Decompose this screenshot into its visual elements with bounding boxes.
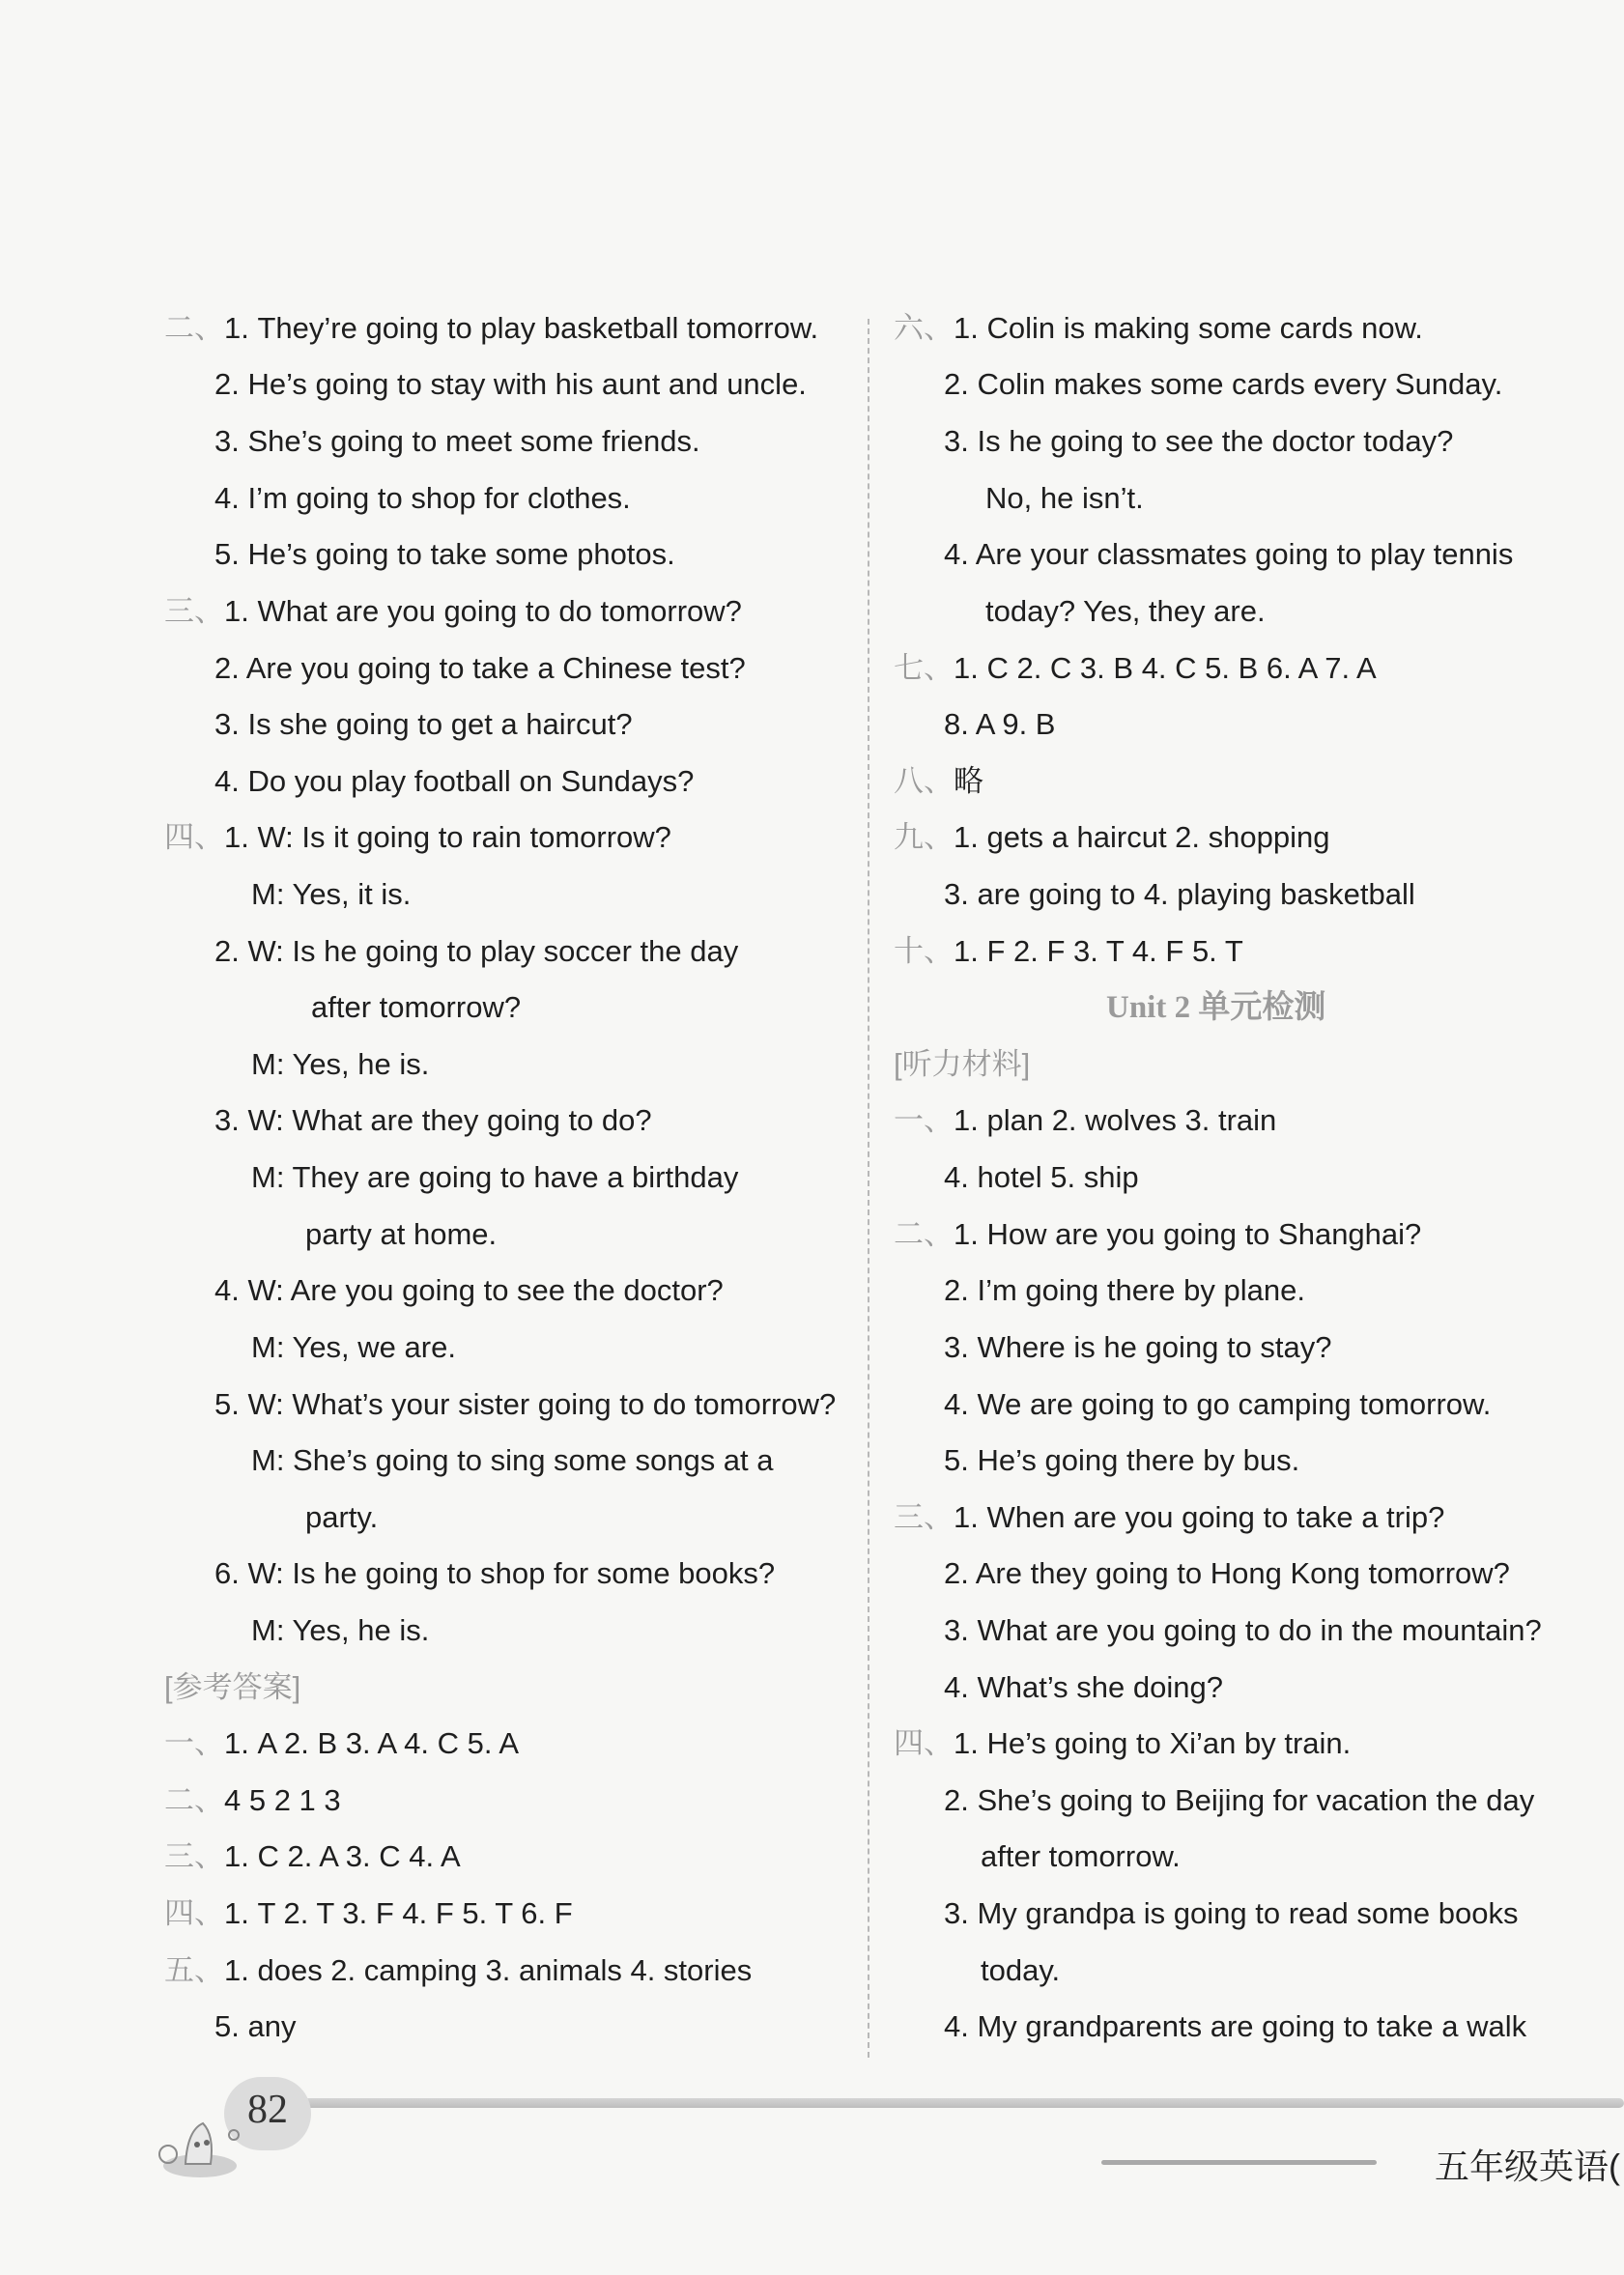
line-text: 5. any: [214, 2009, 297, 2043]
answer-line: [164, 1894, 573, 1933]
answer-line: [164, 1951, 752, 1990]
section-marker: 二、: [164, 311, 224, 346]
answer-line: [894, 818, 1329, 857]
line-text: M: She’s going to sing some songs at a: [251, 1443, 774, 1477]
answer-line: [944, 1668, 1223, 1707]
answer-line: [944, 365, 1502, 404]
line-text: 2. She’s going to Beijing for vacation the day: [944, 1783, 1535, 1817]
line-text: 8. A 9. B: [944, 707, 1056, 741]
answer-line: [944, 875, 1415, 914]
line-text: M: They are going to have a birthday: [251, 1160, 739, 1194]
line-text: 1. gets a haircut 2. shopping: [954, 820, 1330, 854]
answer-line: [944, 1328, 1332, 1367]
mascot-icon: [147, 2106, 253, 2183]
footer-title: 五年级英语(: [1435, 2147, 1620, 2186]
answer-line: [944, 1894, 1519, 1933]
answer-line: [981, 1837, 1181, 1876]
answer-line: [944, 1554, 1510, 1593]
answer-line: [311, 988, 521, 1027]
line-text: today? Yes, they are.: [985, 594, 1266, 628]
answer-line: [944, 1781, 1534, 1820]
section-marker: 八、: [894, 764, 954, 799]
answer-line: [944, 2007, 1526, 2046]
line-text: 1. does 2. camping 3. animals 4. stories: [224, 1953, 753, 1987]
answer-line: [985, 479, 1144, 518]
answer-line: [214, 535, 675, 574]
line-text: 2. W: Is he going to play soccer the day: [214, 934, 739, 968]
answer-line: [251, 1441, 774, 1480]
line-text: 2. He’s going to stay with his aunt and uncle.: [214, 367, 807, 401]
line-text: 1. When are you going to take a trip?: [954, 1500, 1445, 1534]
answer-line: [251, 1045, 429, 1084]
section-marker: 二、: [164, 1783, 224, 1818]
line-text: 3. Is he going to see the doctor today?: [944, 424, 1454, 458]
line-text: 2. Are you going to take a Chinese test?: [214, 651, 746, 685]
answer-line: [251, 875, 411, 914]
footer-band: [271, 2098, 1624, 2108]
answer-line: [944, 535, 1513, 574]
answer-line: [1106, 988, 1325, 1027]
answer-line: [305, 1215, 497, 1254]
line-text: M: Yes, he is.: [251, 1047, 430, 1081]
section-marker: 十、: [894, 934, 954, 969]
line-text: 略: [954, 764, 983, 798]
line-text: 3. What are you going to do in the mountain?: [944, 1613, 1542, 1647]
answer-line: [305, 1498, 378, 1537]
line-text: 4. My grandparents are going to take a walk: [944, 2009, 1527, 2043]
line-text: 1. T 2. T 3. F 4. F 5. T 6. F: [224, 1896, 573, 1930]
line-text: 1. What are you going to do tomorrow?: [224, 594, 742, 628]
section-marker: 二、: [894, 1217, 954, 1252]
line-text: 3. W: What are they going to do?: [214, 1103, 652, 1137]
answer-line: [164, 592, 742, 631]
line-text: 3. are going to 4. playing basketball: [944, 877, 1415, 911]
line-text: M: Yes, we are.: [251, 1330, 456, 1364]
answer-line: [164, 1724, 519, 1763]
section-marker: 一、: [894, 1103, 954, 1138]
line-text: 1. F 2. F 3. T 4. F 5. T: [954, 934, 1243, 968]
answer-line: [944, 705, 1055, 744]
line-text: 5. He’s going to take some photos.: [214, 537, 675, 571]
line-text: 1. Colin is making some cards now.: [954, 311, 1423, 345]
answer-line: [944, 1441, 1299, 1480]
answer-line: [214, 932, 738, 971]
section-marker: 九、: [894, 820, 954, 855]
answer-line: [894, 649, 1377, 688]
answer-line: [214, 479, 631, 518]
line-text: 2. Colin makes some cards every Sunday.: [944, 367, 1503, 401]
answer-line: [164, 818, 671, 857]
line-text: 6. W: Is he going to shop for some books?: [214, 1556, 776, 1590]
section-marker: 四、: [164, 1896, 224, 1931]
answer-line: [214, 705, 633, 744]
line-text: 3. Where is he going to stay?: [944, 1330, 1332, 1364]
line-text: 4. hotel 5. ship: [944, 1160, 1139, 1194]
section-marker: 一、: [164, 1726, 224, 1761]
section-marker: 三、: [894, 1500, 954, 1535]
line-text: 1. C 2. A 3. C 4. A: [224, 1839, 461, 1873]
line-text: M: Yes, he is.: [251, 1613, 430, 1647]
answer-line: [985, 592, 1266, 631]
line-text: after tomorrow?: [311, 990, 522, 1024]
answer-line: [894, 1498, 1444, 1537]
answer-line: [894, 309, 1423, 348]
line-text: 4. W: Are you going to see the doctor?: [214, 1273, 724, 1307]
section-marker: 三、: [164, 1839, 224, 1874]
line-text: 3. My grandpa is going to read some books: [944, 1896, 1519, 1930]
line-text: 4 5 2 1 3: [224, 1783, 341, 1817]
line-text: 5. He’s going there by bus.: [944, 1443, 1300, 1477]
line-text: 2. Are they going to Hong Kong tomorrow?: [944, 1556, 1510, 1590]
line-text: 1. W: Is it going to rain tomorrow?: [224, 820, 671, 854]
answer-line: [894, 1101, 1276, 1140]
answer-line: [894, 1215, 1421, 1254]
section-heading: [听力材料]: [894, 1047, 1031, 1081]
line-text: 2. I’m going there by plane.: [944, 1273, 1305, 1307]
line-text: 4. Do you play football on Sundays?: [214, 764, 695, 798]
answer-line: [981, 1951, 1060, 1990]
answer-line: [251, 1328, 456, 1367]
line-text: 4. I’m going to shop for clothes.: [214, 481, 631, 515]
answer-line: [214, 1271, 724, 1310]
line-text: 5. W: What’s your sister going to do tomorrow?: [214, 1387, 837, 1421]
line-text: 1. How are you going to Shanghai?: [954, 1217, 1422, 1251]
line-text: party at home.: [305, 1217, 498, 1251]
answer-line: [214, 762, 694, 801]
answer-line: [894, 1724, 1351, 1763]
section-marker: 七、: [894, 651, 954, 686]
line-text: today.: [981, 1953, 1061, 1987]
section-marker: 四、: [164, 820, 224, 855]
answer-line: [214, 1385, 836, 1424]
answer-line: [214, 422, 700, 461]
answer-line: [944, 1385, 1491, 1424]
answer-line: [894, 762, 983, 801]
answer-line: [944, 1611, 1542, 1650]
answer-line: [251, 1611, 429, 1650]
answer-line: [214, 649, 746, 688]
answer-line: [164, 1781, 341, 1820]
answer-line: [214, 365, 807, 404]
line-text: 1. A 2. B 3. A 4. C 5. A: [224, 1726, 520, 1760]
line-text: No, he isn’t.: [985, 481, 1144, 515]
line-text: 4. We are going to go camping tomorrow.: [944, 1387, 1492, 1421]
answer-line: [214, 1101, 652, 1140]
line-text: M: Yes, it is.: [251, 877, 412, 911]
answer-line: [894, 932, 1243, 971]
answer-line: [214, 1554, 775, 1593]
answer-line: [164, 1837, 461, 1876]
line-text: 3. She’s going to meet some friends.: [214, 424, 700, 458]
section-heading: [参考答案]: [164, 1670, 301, 1704]
answer-line: [894, 1045, 1030, 1084]
line-text: after tomorrow.: [981, 1839, 1181, 1873]
answer-line: [251, 1158, 738, 1197]
answer-line: [164, 309, 818, 348]
section-marker: 四、: [894, 1726, 954, 1761]
line-text: 1. They’re going to play basketball tomorrow.: [224, 311, 819, 345]
answer-line: [944, 422, 1453, 461]
footer-rule: [1101, 2160, 1377, 2165]
line-text: 4. What’s she doing?: [944, 1670, 1223, 1704]
answer-line: [214, 2007, 296, 2046]
line-text: 1. He’s going to Xi’an by train.: [954, 1726, 1352, 1760]
line-text: 1. plan 2. wolves 3. train: [954, 1103, 1277, 1137]
section-marker: 六、: [894, 311, 954, 346]
answer-line: [944, 1158, 1139, 1197]
line-text: 1. C 2. C 3. B 4. C 5. B 6. A 7. A: [954, 651, 1377, 685]
answer-line: [164, 1668, 300, 1707]
column-divider: [868, 319, 869, 2058]
answer-line: [944, 1271, 1305, 1310]
section-marker: 三、: [164, 594, 224, 629]
line-text: 3. Is she going to get a haircut?: [214, 707, 633, 741]
unit-heading: Unit 2 单元检测: [1106, 990, 1326, 1025]
line-text: party.: [305, 1500, 379, 1534]
line-text: 4. Are your classmates going to play tennis: [944, 537, 1514, 571]
page-number: 82: [247, 2088, 288, 2132]
section-marker: 五、: [164, 1953, 224, 1988]
